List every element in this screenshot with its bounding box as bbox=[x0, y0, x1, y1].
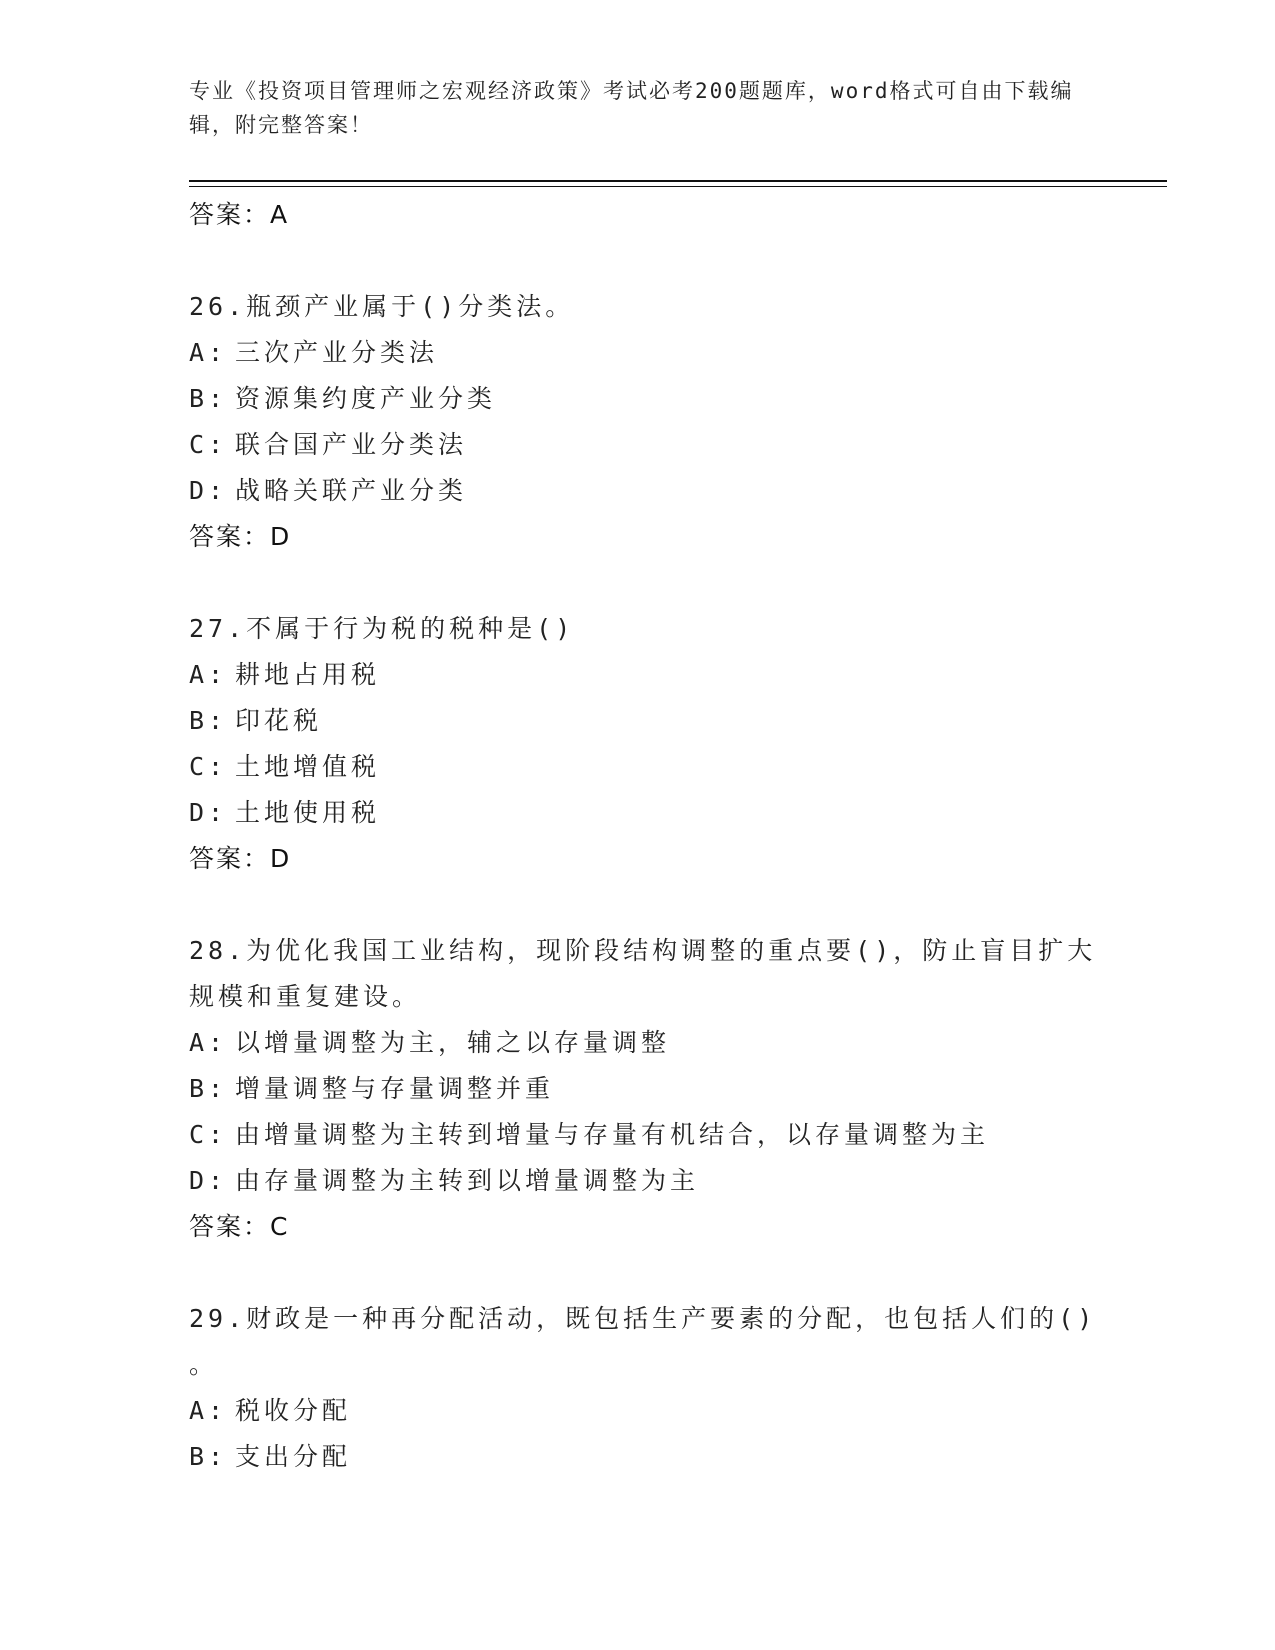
option-line bbox=[189, 376, 1109, 422]
option-letter: B: bbox=[189, 706, 228, 735]
spacer bbox=[189, 560, 1109, 606]
answer-line: 答案：D bbox=[189, 844, 292, 873]
question-block bbox=[189, 928, 1109, 1250]
question-stem: 27.不属于行为税的税种是() bbox=[189, 614, 575, 643]
question-stem: 28.为优化我国工业结构，现阶段结构调整的重点要()，防止盲目扩大规模和重复建设。 bbox=[189, 936, 1097, 1011]
option-line bbox=[189, 1020, 1109, 1066]
option-letter: A: bbox=[189, 1028, 228, 1057]
option-text: 以增量调整为主，辅之以存量调整 bbox=[235, 1028, 671, 1057]
option-letter: D: bbox=[189, 476, 228, 505]
answer-line: 答案：D bbox=[189, 522, 292, 551]
option-letter: A: bbox=[189, 338, 228, 367]
answer-line: 答案：C bbox=[189, 1212, 290, 1241]
option-line bbox=[189, 330, 1109, 376]
spacer bbox=[189, 238, 1109, 284]
spacer bbox=[189, 1250, 1109, 1296]
option-text: 耕地占用税 bbox=[235, 660, 381, 689]
option-text: 增量调整与存量调整并重 bbox=[235, 1074, 555, 1103]
option-text: 战略关联产业分类 bbox=[235, 476, 468, 505]
question-block bbox=[189, 284, 1109, 560]
question-stem: 29.财政是一种再分配活动，既包括生产要素的分配，也包括人们的() bbox=[189, 1304, 1097, 1333]
option-text: 土地增值税 bbox=[235, 752, 381, 781]
option-text: 税收分配 bbox=[235, 1396, 352, 1425]
answer-line: 答案：A bbox=[189, 200, 290, 229]
option-letter: A: bbox=[189, 660, 228, 689]
option-line bbox=[189, 744, 1109, 790]
option-line bbox=[189, 1388, 1109, 1434]
option-text: 支出分配 bbox=[235, 1442, 352, 1471]
option-line bbox=[189, 790, 1109, 836]
option-text: 由增量调整为主转到增量与存量有机结合，以存量调整为主 bbox=[235, 1120, 990, 1149]
document-header: 专业《投资项目管理师之宏观经济政策》考试必考200题题库，word格式可自由下载编辑，附完整答案！ bbox=[189, 79, 1074, 137]
question-list bbox=[189, 192, 1109, 1480]
spacer bbox=[189, 882, 1109, 928]
option-line bbox=[189, 1066, 1109, 1112]
question-stem: 26.瓶颈产业属于()分类法。 bbox=[189, 292, 575, 321]
option-letter: A: bbox=[189, 1396, 228, 1425]
option-letter: C: bbox=[189, 752, 228, 781]
question-block bbox=[189, 1296, 1109, 1480]
question-block bbox=[189, 606, 1109, 882]
option-line bbox=[189, 1112, 1109, 1158]
option-line bbox=[189, 1434, 1109, 1480]
option-line bbox=[189, 698, 1109, 744]
option-text: 三次产业分类法 bbox=[235, 338, 439, 367]
question-stem-continuation: 。 bbox=[189, 1350, 219, 1379]
header-divider-thin bbox=[189, 186, 1167, 187]
option-letter: B: bbox=[189, 1442, 228, 1471]
option-text: 资源集约度产业分类 bbox=[235, 384, 497, 413]
option-line bbox=[189, 652, 1109, 698]
option-letter: B: bbox=[189, 384, 228, 413]
option-text: 由存量调整为主转到以增量调整为主 bbox=[235, 1166, 700, 1195]
header-divider-thick bbox=[189, 180, 1167, 182]
option-line bbox=[189, 1158, 1109, 1204]
option-letter: D: bbox=[189, 798, 228, 827]
option-line bbox=[189, 468, 1109, 514]
option-letter: B: bbox=[189, 1074, 228, 1103]
option-text: 印花税 bbox=[235, 706, 323, 735]
option-line bbox=[189, 422, 1109, 468]
option-letter: C: bbox=[189, 1120, 228, 1149]
option-text: 联合国产业分类法 bbox=[235, 430, 468, 459]
option-letter: C: bbox=[189, 430, 228, 459]
option-letter: D: bbox=[189, 1166, 228, 1195]
option-text: 土地使用税 bbox=[235, 798, 381, 827]
